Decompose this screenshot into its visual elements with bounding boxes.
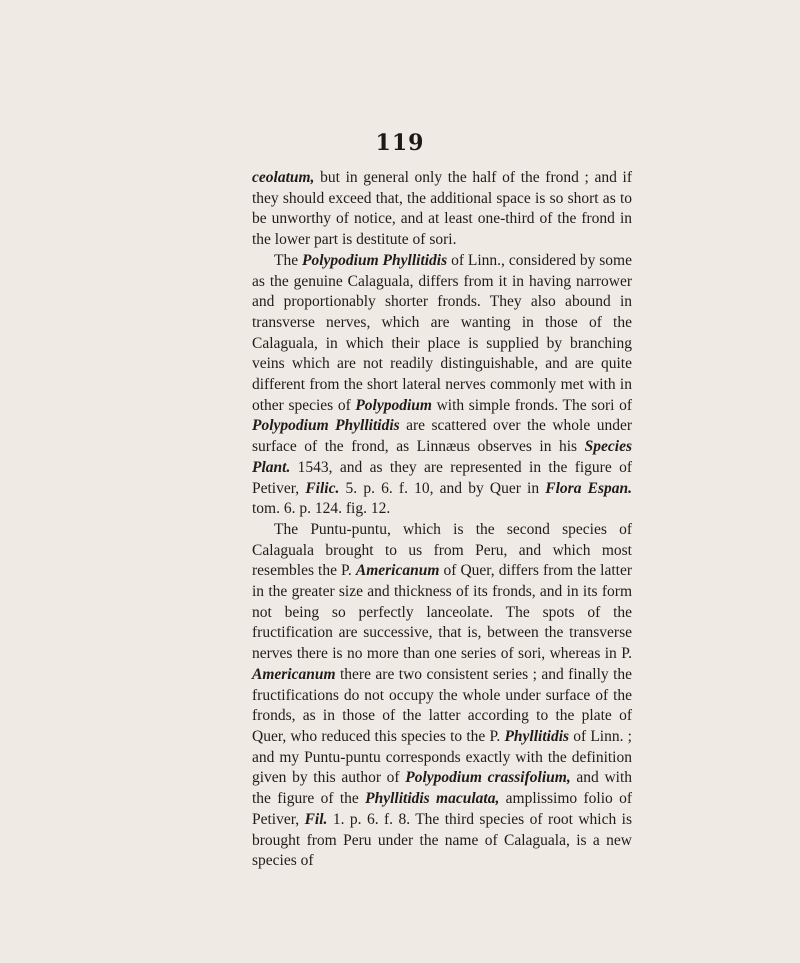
paragraph: [252, 520, 632, 872]
text-run: amplissimo folio of Petiver,: [252, 790, 632, 828]
text-run: are scattered over the whole under surface of the frond, as Linnæus observes in his: [252, 417, 632, 456]
body-text: [252, 168, 632, 872]
page-number: 119: [375, 130, 425, 156]
text-run: The: [274, 251, 303, 269]
text-run: but in general only the half of the frond ; and if they should exceed that, the additional space is so short as to be unworthy of notice, and at least one-third of the frond in the lower part is destitute of sori.: [252, 169, 632, 249]
italic-term: Polypodium Phyllitidis: [252, 417, 400, 435]
text-run: tom. 6. p. 124. fig. 12.: [252, 500, 391, 518]
italic-term: Polypodium Phyllitidis: [302, 251, 448, 269]
italic-term: Flora Espan.: [545, 479, 632, 497]
text-run: of Linn. ; and my Puntu-puntu corresponds exactly with the definition given by this author of: [252, 727, 632, 787]
italic-term: Americanum: [252, 665, 336, 683]
text-run: there are two consistent series ; and finally the fructifications do not occupy the whole under surface of the fronds, as in those of the latter according to the plate of Quer, who reduced this species to the P.: [252, 665, 632, 745]
italic-term: Species Plant.: [252, 438, 632, 476]
text-run: of Quer, differs from the latter in the greater size and thickness of its fronds, and in its form not being so perfectly lanceolate. The spots of the fructification are successive, that is, between the transverse nerves there is no more than one series of sori, whereas in P.: [252, 562, 632, 663]
paragraph: [252, 168, 632, 251]
italic-term: Filic.: [305, 479, 340, 497]
text-run: 5. p. 6. f. 10, and by Quer in: [339, 479, 546, 497]
text-run: 1543, and as they are represented in the figure of Petiver,: [252, 458, 632, 497]
text-run: of Linn., considered by some as the genuine Calaguala, differs from it in having narrower and proportionably shorter fronds. They also abound in transverse nerves, which are wanting in those of the Calaguala, in which their place is supplied by branching veins which are not readily distinguishable, and are quite different from the short lateral nerves commonly met with in other species of: [252, 251, 632, 414]
text-run: and with the figure of the: [252, 769, 633, 808]
italic-term: Phyllitidis: [504, 727, 570, 745]
paragraph: [252, 251, 632, 520]
italic-term: Fil.: [304, 810, 328, 828]
italic-term: Phyllitidis maculata,: [365, 790, 500, 808]
italic-term: ceolatum,: [252, 169, 315, 186]
text-run: with simple fronds. The sori of: [431, 396, 632, 414]
text-run: 1. p. 6. f. 8. The third species of root which is brought from Peru under the name of Calaguala, is a new species of: [252, 810, 632, 870]
italic-term: Americanum: [355, 562, 440, 580]
italic-term: Polypodium crassifolium,: [405, 769, 571, 787]
italic-term: Polypodium: [355, 396, 432, 414]
text-run: The Puntu-puntu, which is the second species of Calaguala brought to us from Peru, and which most resembles the P.: [252, 520, 632, 580]
